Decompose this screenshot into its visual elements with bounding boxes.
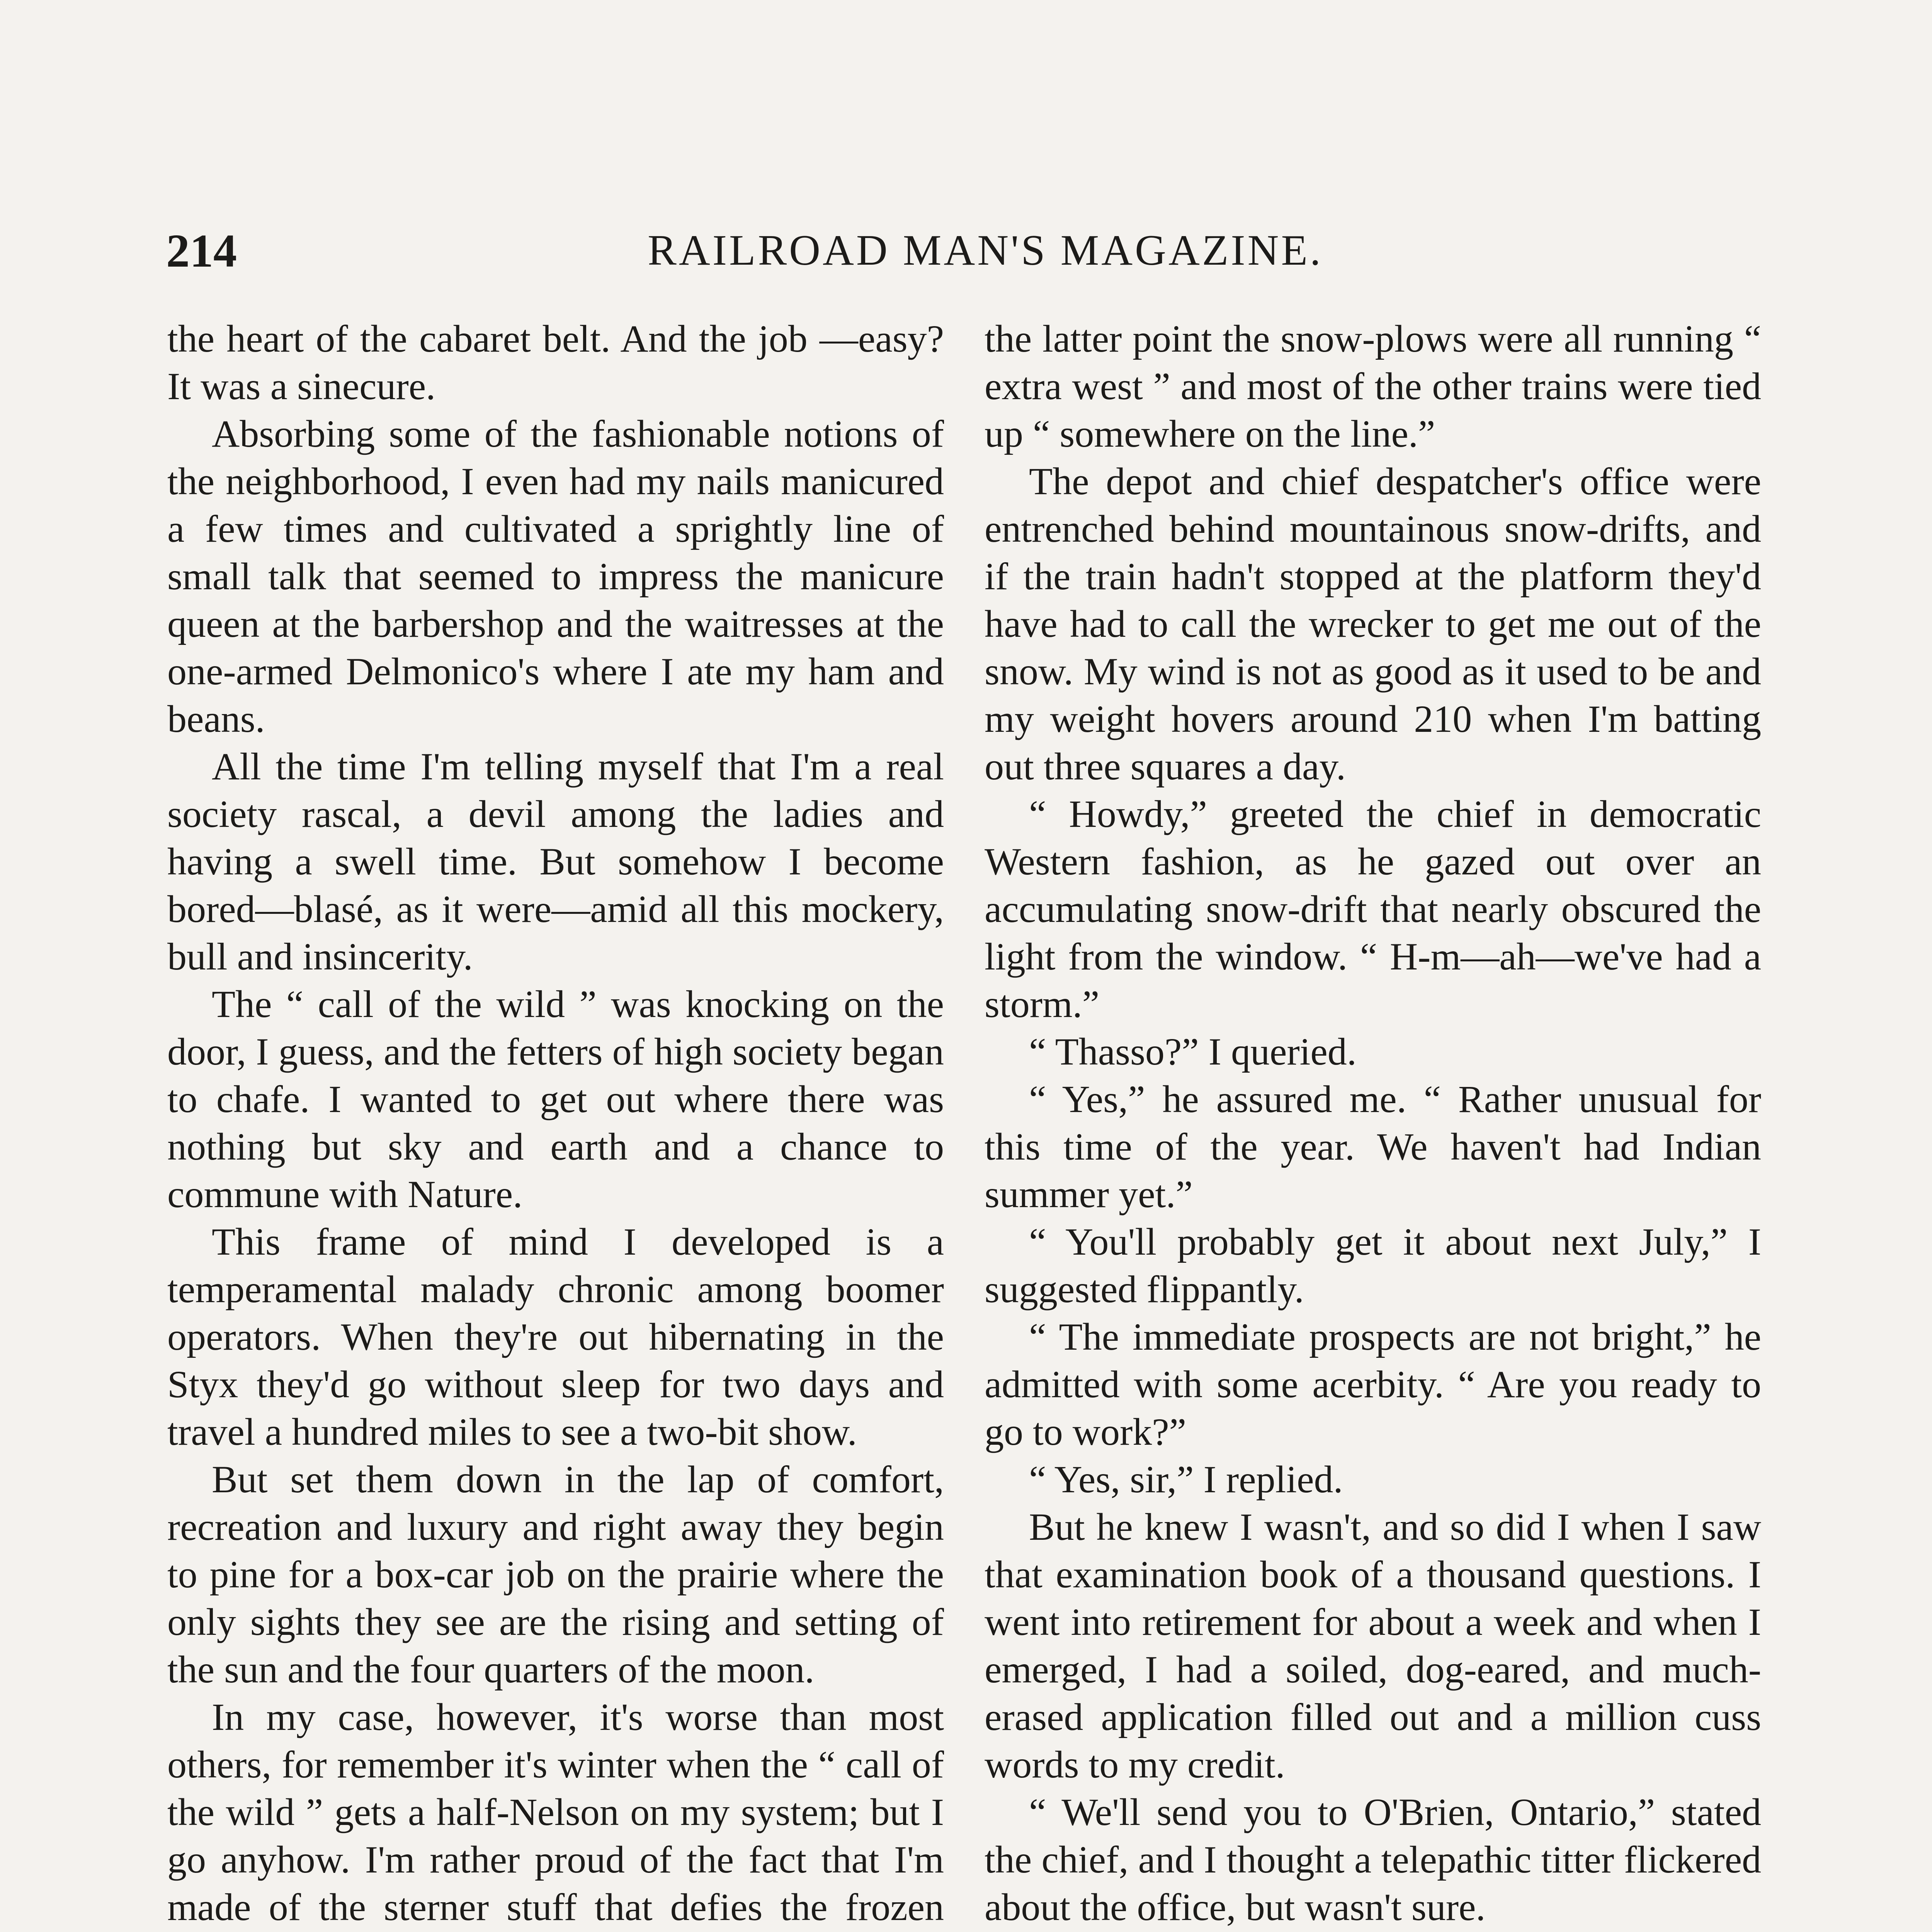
paragraph: The “ call of the wild ” was knocking on the door, I guess, and the fetters of high society began to chafe. I wanted to get out where there was nothing but sky and earth and a chance to commune with Nature. — [167, 983, 944, 1216]
paragraph: “ Howdy,” greeted the chief in democratic Western fashion, as he gazed out over an accumulating snow-drift that nearly obscured the light from the window. “ H-m—ah—we've had a storm.” — [985, 793, 1761, 1026]
paragraph: But set them down in the lap of comfort, recreation and luxury and right away they begin to pine for a box-car job on the prairie where the only sights they see are the rising and setting of the sun and the four quarters of the moon. — [167, 1458, 944, 1691]
paragraph: Absorbing some of the fashionable notions of the neighborhood, I even had my nails manicured a few times and cultivated a sprightly line of small talk that seemed to impress the manicure queen at the barbershop and the waitresses at the one-armed Delmonico's where I ate my ham and beans. — [167, 412, 944, 740]
page-number: 214 — [166, 225, 237, 277]
paragraph: But he knew I wasn't, and so did I when I saw that examination book of a thousand questions. I went into retirement for about a week and when I emerged, I had a soiled, dog-eared, and much-erased application filled out and a million cuss words to my credit. — [985, 1505, 1761, 1786]
right-column — [985, 315, 1761, 1932]
paragraph: “ You'll probably get it about next July,” I suggested flippantly. — [985, 1220, 1761, 1311]
left-column — [167, 315, 944, 1932]
paragraph: the latter point the snow-plows were all running “ extra west ” and most of the other trains were tied up “ somewhere on the line.” — [985, 317, 1761, 455]
paragraph: The depot and chief despatcher's office were entrenched behind mountainous snow-drifts, and if the train hadn't stopped at the platform they'd have had to call the wrecker to get me out of the snow. My wind is not as good as it used to be and my weight hovers around 210 when I'm batting out three squares a day. — [985, 460, 1761, 788]
paragraph: “ The immediate prospects are not bright,” he admitted with some acerbity. “ Are you ready to go to work?” — [985, 1315, 1761, 1453]
paragraph: This frame of mind I developed is a temperamental malady chronic among boomer operators. When they're out hibernating in the Styx they'd go without sleep for two days and travel a hundred miles to see a two-bit show. — [167, 1220, 944, 1453]
paragraph: “ Thasso?” I queried. — [1029, 1030, 1357, 1073]
paragraph: the heart of the cabaret belt. And the job —easy? It was a sinecure. — [167, 317, 944, 408]
paragraph: All the time I'm telling myself that I'm a real society rascal, a devil among the ladies and having a swell time. But somehow I become bored—blasé, as it were—amid all this mockery, bull and insincerity. — [167, 745, 944, 978]
running-title: RAILROAD MAN'S MAGAZINE. — [648, 226, 1323, 274]
paragraph: “ Yes,” he assured me. “ Rather unusual for this time of the year. We haven't had Indian summer yet.” — [985, 1078, 1761, 1216]
paragraph: “ Yes, sir,” I replied. — [1029, 1458, 1343, 1501]
paragraph: In my case, however, it's worse than most others, for remember it's winter when the “ call of the wild ” gets a half-Nelson on my system; but I go anyhow. I'm rather proud of the fact that I'm made of the sterner stuff that defies the frozen — [167, 1696, 944, 1929]
paragraph: “ We'll send you to O'Brien, Ontario,” stated the chief, and I thought a telepathic titter flickered about the office, but wasn't sure. — [985, 1791, 1761, 1929]
